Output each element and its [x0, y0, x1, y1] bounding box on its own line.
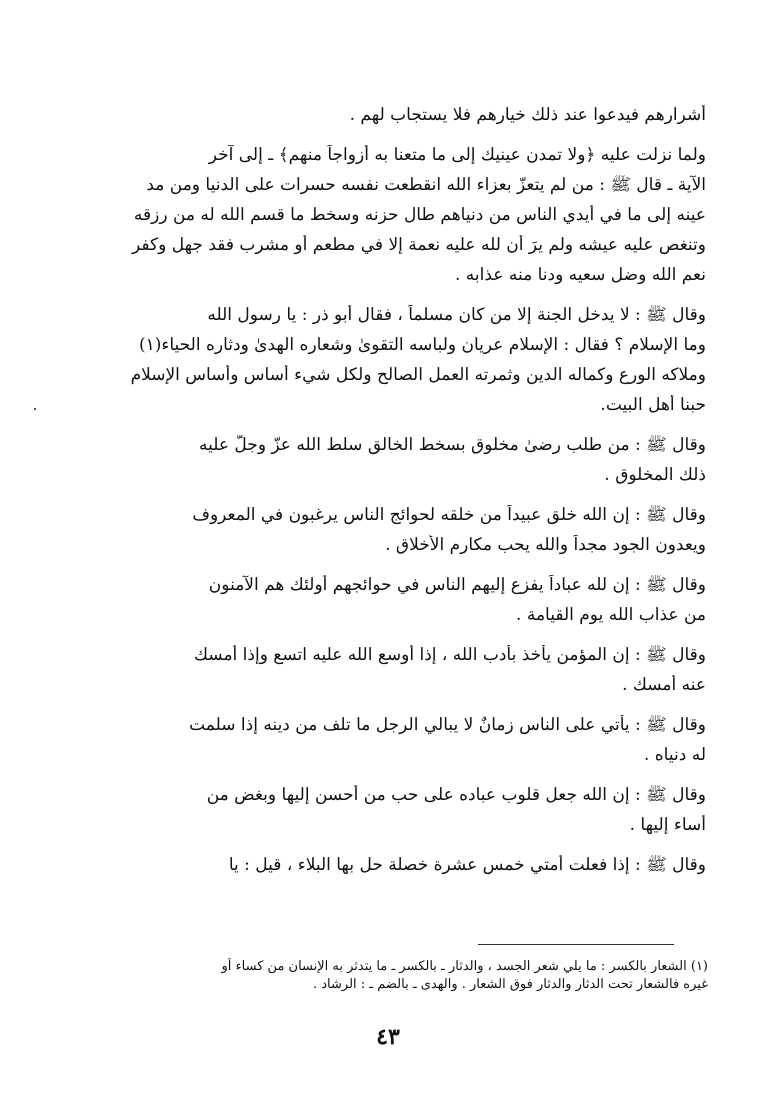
main-text — [98, 105, 706, 885]
text-line: ذلك المخلوق . — [604, 465, 706, 485]
text-line: وقال ﷺ : إن الله خلق عبيداً من خلقه لحوائج الناس يرغبون في المعروف — [192, 505, 706, 525]
text-line: حبنا أهل البيت. — [600, 395, 706, 415]
text-line: ولما نزلت عليه ﴿ولا تمدن عينيك إلى ما متعنا به أزواجاً منهم﴾ ـ إلى آخر — [208, 145, 706, 165]
text-line: وقال ﷺ : لا يدخل الجنة إلا من كان مسلماً ، فقال أبو ذر : يا رسول الله — [207, 305, 706, 325]
page-number: ٤٣ — [376, 1024, 400, 1050]
text-line: عنه أمسك . — [622, 675, 706, 695]
text-line: ويعدون الجود مجداً والله يحب مكارم الأخلاق . — [385, 535, 706, 555]
text-line: وقال ﷺ : إذا فعلت أُمتي خمس عشرة خصلة حل بها البلاء ، قيل : يا — [228, 855, 706, 875]
footnote-line: غيره فالشعار تحت الدثار والدثار فوق الشعار . والهدى ـ بالضم ـ : الرشاد . — [312, 977, 708, 992]
footnote-separator — [478, 944, 674, 945]
text-line: وملاكه الورع وكماله الدين وثمرته العمل الصالح ولكل شيء أساس وأساس الإسلام — [130, 365, 706, 385]
text-line: أشرارهم فيدعوا عند ذلك خيارهم فلا يستجاب لهم . — [349, 105, 706, 125]
text-line: وقال ﷺ : من طلب رضىٰ مخلوق بسخط الخالق سلط الله عزّ وجلّ عليه — [199, 435, 706, 455]
text-line: وقال ﷺ : إن الله جعل قلوب عباده على حب من أحسن إليها وبغض من — [206, 785, 706, 805]
text-line: من عذاب الله يوم القيامة . — [516, 605, 706, 625]
text-line: له دنياه . — [643, 745, 706, 765]
text-line: الآية ـ قال ﷺ : من لم يتعزّ بعزاء الله انقطعت نفسه حسرات على الدنيا ومن مد — [146, 175, 706, 195]
text-line: وتنغص عليه عيشه ولم يرَ أن لله عليه نعمة إلا في مطعم أو مشرب فقد جهل وكفر — [132, 235, 706, 255]
text-line: عينه إلى ما في أيدي الناس من دنياهم طال حزنه وسخط ما قسم الله له من رزقه — [133, 205, 706, 225]
margin-dot — [34, 408, 36, 410]
text-line: نعم الله وضل سعيه ودنا منه عذابه . — [454, 265, 706, 285]
text-line: وقال ﷺ : إن المؤمن يأخذ بأدب الله ، إذا أوسع الله عليه اتسع وإذا أمسك — [193, 645, 706, 665]
text-line: أساء إليها . — [629, 815, 706, 835]
text-line: وما الإسلام ؟ فقال : الإسلام عريان ولباسه التقوىٰ وشعاره الهدىٰ ودثاره الحياء(١) — [138, 335, 706, 355]
text-line: وقال ﷺ : يأتي على الناس زمانٌ لا يبالي الرجل ما تلف من دينه إذا سلمت — [189, 715, 706, 735]
footnote — [168, 958, 708, 994]
footnote-line: (١) الشعار بالكسر : ما يلي شعر الجسد ، والدثار ـ بالكسر ـ ما يتدثر به الإنسان من كساء أو — [221, 959, 708, 974]
text-line: وقال ﷺ : إن لله عباداً يفزع إليهم الناس في حوائجهم أولئك هم الآمنون — [208, 575, 706, 595]
